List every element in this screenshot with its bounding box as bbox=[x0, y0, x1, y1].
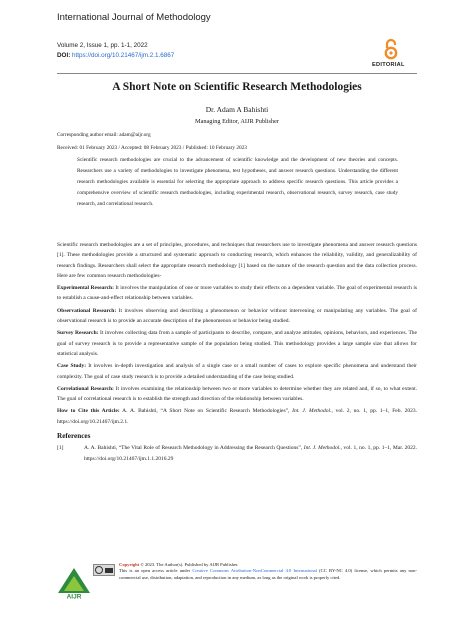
journal-name: International Journal of Methodology bbox=[57, 12, 211, 23]
reference-number: [1] bbox=[57, 445, 64, 452]
method-section-text: It involves in-depth investigation and analysis of a single case or a small number of cases to explore specific phenomena and understand their complexity. The goal of case study research is to provide a detailed understanding of the case being studied. bbox=[57, 363, 417, 380]
method-section-text: It involves the manipulation of one or more variables to study their effects on a dependent variable. The goal of experimental research is to establish a cause-and-effect relationship between variables. bbox=[57, 285, 417, 302]
copyright-text: © 2023. The Author(s). Published by AIJR Publisher. bbox=[139, 562, 239, 567]
abstract: Scientific research methodologies are crucial to the advancement of scientific knowledge and the development of new theories and concepts. Researchers use a variety of methodologies to investigate phenomena, test hypotheses, and answer research questions. Understanding the different research methodologies available is essential for selecting the appropriate approach to address specific research questions. This article provides a comprehensive overview of scientific research methodologies, including experimental research, observational research, survey research, case study research, and correlational research. bbox=[77, 157, 398, 208]
method-section-label: Case Study: bbox=[57, 363, 87, 370]
license-pre: This is an open access article under bbox=[119, 568, 193, 574]
reference-journal: Int. J. Methodol. bbox=[303, 445, 341, 452]
method-section bbox=[57, 328, 417, 359]
header-divider bbox=[57, 73, 417, 74]
cite-paragraph bbox=[57, 406, 417, 427]
editorial-label: EDITORIAL bbox=[372, 62, 405, 68]
doi-line bbox=[57, 52, 174, 59]
volume-line: Volume 2, Issue 1, pp. 1-1, 2022 bbox=[57, 42, 148, 49]
cite-text: A. A. Bahishti, “A Short Note on Scientific Research Methodologies”, bbox=[119, 408, 293, 415]
by-nc-icon bbox=[105, 568, 113, 573]
method-section bbox=[57, 283, 417, 304]
method-sections bbox=[57, 283, 417, 404]
doi-link[interactable]: https://doi.org/10.21467/ijm.2.1.6867 bbox=[72, 52, 175, 59]
method-section-text: It involves observing and describing a phenomenon or behavior without intervening or manipulating any variables. The goal of observational research is to provide an accurate description of the phenomenon or behavior being studied. bbox=[57, 307, 417, 325]
license-link[interactable]: Creative Commons Attribution-NonCommercial 4.0 International bbox=[192, 568, 317, 574]
intro-paragraph: Scientific research methodologies are a set of principles, procedures, and techniques that researchers use to investigate phenomena and answer research questions [1]. These methodologies provide a structured and systematic approach to conducting research, which enhances the reliability, validity, and generalizability of research findings. Researchers shall select the appropriate research methodology [1] based on the nature of the research question and the data collection process. Here are few common research methodologies- bbox=[57, 242, 417, 279]
open-access-icon bbox=[384, 38, 398, 60]
reference-list bbox=[57, 443, 417, 464]
license-post: (CC BY-NC 4.0) license, which permits any non-commercial use, distribution, adaptation, and reproduction in any medium, as long as the original work is properly cited. bbox=[119, 568, 417, 580]
corresponding-author: Corresponding author email: adam@aijr.org bbox=[57, 132, 151, 138]
doi-label: DOI: bbox=[57, 52, 71, 59]
cc-by-nc-badge[interactable] bbox=[93, 564, 115, 576]
page-footer bbox=[57, 562, 417, 602]
license-text bbox=[119, 562, 417, 581]
cite-label: How to Cite this Article: bbox=[57, 408, 120, 415]
article-body bbox=[57, 240, 417, 464]
method-section bbox=[57, 384, 417, 405]
aijr-logo-text: AIJR bbox=[66, 593, 82, 599]
copyright-label: Copyright bbox=[119, 562, 140, 567]
aijr-logo-icon bbox=[57, 567, 91, 599]
article-dates: Received: 01 February 2023 / Accepted: 08 February 2023 / Published: 10 February 2023 bbox=[57, 145, 247, 151]
method-section bbox=[57, 306, 417, 327]
cc-icon bbox=[95, 566, 103, 574]
reference-rest: , vol. 1, no. 1, pp. 1–1, Mar. 2022. https://doi.org/10.21467/ijm.1.1.2016.29 bbox=[84, 445, 418, 462]
method-section-label: Survey Research: bbox=[57, 330, 99, 337]
method-section-label: Correlational Research: bbox=[57, 385, 114, 392]
reference-text: A. A. Bahishti, “The Vital Role of Research Methodology in Addressing the Research Questions”, bbox=[84, 445, 304, 452]
article-title: A Short Note on Scientific Research Methodologies bbox=[112, 81, 362, 93]
method-section-text: It involves collecting data from a sample of participants to describe, compare, and analyze attitudes, opinions, behaviors, and experiences. The goal of survey research is to provide a representative sample of the population being studied. This methodology provides a large sample size that allows for statistical analysis. bbox=[57, 330, 418, 357]
method-section-label: Experimental Research: bbox=[57, 285, 114, 292]
cite-rest: , vol. 2, no. 1, pp. 1–1, Feb. 2023. https://doi.org/10.21467/ijm.2.1. bbox=[57, 408, 417, 425]
method-section-label: Observational Research: bbox=[57, 307, 117, 314]
author-affiliation: Managing Editor, AIJR Publisher bbox=[194, 118, 280, 125]
author-name: Dr. Adam A Bahishti bbox=[205, 105, 269, 114]
method-section-text: It involves examining the relationship between two or more variables to determine whether they are related and, if so, to what extent. The goal of correlational research is to establish the strength and direction of the relationship between variables. bbox=[57, 385, 417, 403]
reference-item bbox=[57, 443, 417, 464]
cite-journal: Int. J. Methodol. bbox=[292, 408, 332, 415]
references-heading: References bbox=[57, 432, 91, 441]
method-section bbox=[57, 361, 417, 382]
